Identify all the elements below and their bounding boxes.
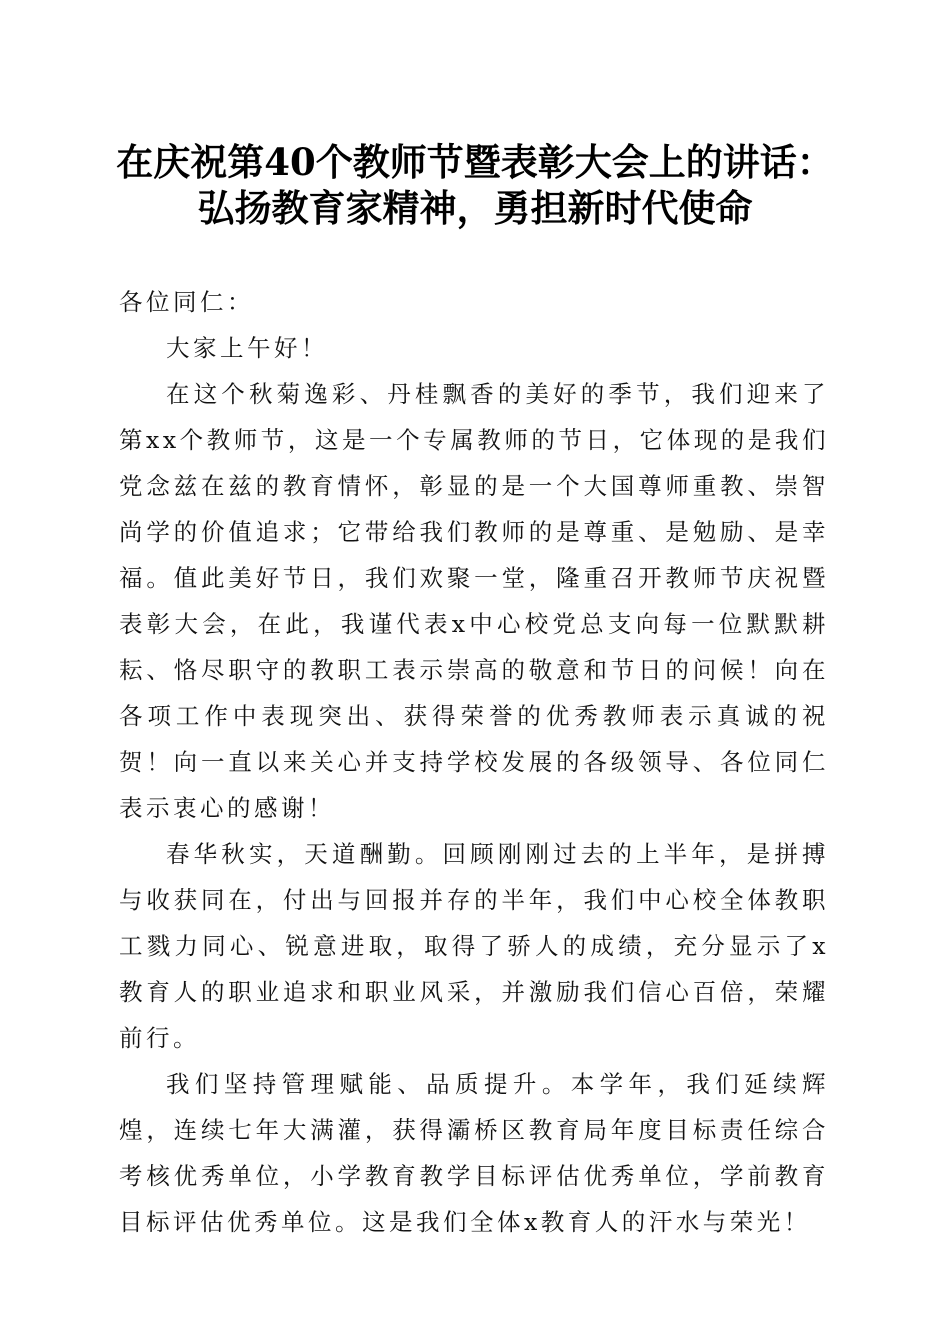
paragraph-achievements: 我们坚持管理赋能、品质提升。本学年，我们延续辉煌，连续七年大满灌，获得灞桥区教育局年度目标责任综合考核优秀单位，小学教育教学目标评估优秀单位，学前教育目标评估优秀单位。这是我们全体x教育人的汗水与荣光！	[119, 1070, 829, 1236]
paragraph-greeting: 大家上午好！	[166, 334, 328, 362]
salutation: 各位同仁：	[119, 288, 254, 316]
document-title-line-1: 在庆祝第40个教师节暨表彰大会上的讲话：	[116, 140, 834, 184]
document-body	[119, 279, 829, 1245]
document-title-line-2: 弘扬教育家精神，勇担新时代使命	[197, 186, 753, 230]
paragraph-opening: 在这个秋菊逸彩、丹桂飘香的美好的季节，我们迎来了第xx个教师节，这是一个专属教师的节日，它体现的是我们党念兹在兹的教育情怀，彰显的是一个大国尊师重教、崇智尚学的价值追求；它带给我们教师的是尊重、是勉励、是幸福。值此美好节日，我们欢聚一堂，隆重召开教师节庆祝暨表彰大会，在此，我谨代表x中心校党总支向每一位默默耕耘、恪尽职守的教职工表示崇高的敬意和节日的问候！向在各项工作中表现突出、获得荣誉的优秀教师表示真诚的祝贺！向一直以来关心并支持学校发展的各级领导、各位同仁表示衷心的感谢！	[119, 380, 829, 822]
paragraph-review: 春华秋实，天道酬勤。回顾刚刚过去的上半年，是拼搏与收获同在，付出与回报并存的半年，我们中心校全体教职工戮力同心、锐意进取，取得了骄人的成绩，充分显示了x教育人的职业追求和职业风采，并激励我们信心百倍，荣耀前行。	[119, 840, 829, 1052]
